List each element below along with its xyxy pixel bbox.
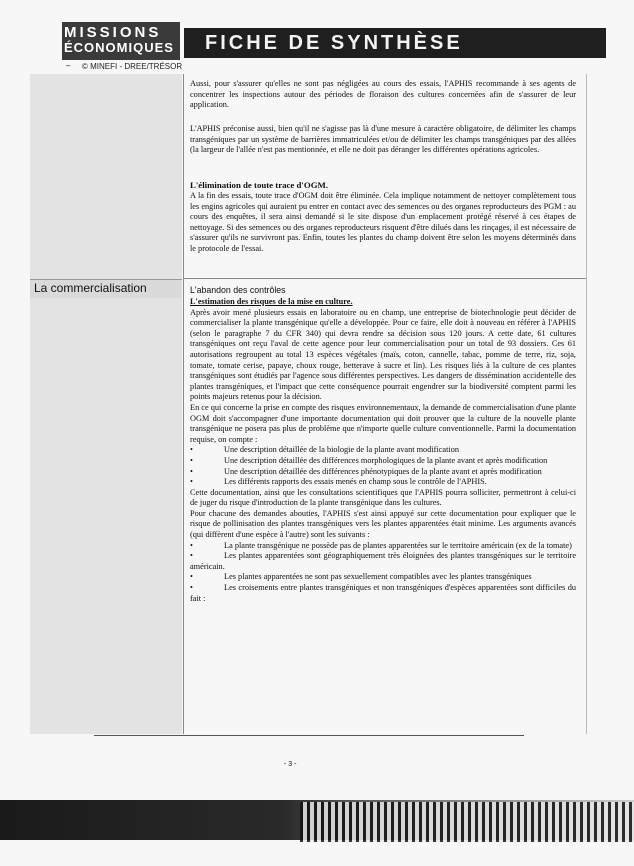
list-item: • La plante transgénique ne possède pas de plantes apparentées sur le territoire américain (ex de la tomate) [190, 540, 572, 550]
logo-line-missions: MISSIONS [64, 24, 162, 41]
section-divider [183, 278, 586, 279]
header-subtitle: © MINEFI - DREE/TRÉSOR [82, 62, 183, 71]
logo-line-economiques: ÉCONOMIQUES [64, 40, 174, 55]
paragraph: Après avoir mené plusieurs essais en laboratoire ou en champ, une entreprise de biotechnologie peut décider de commercialiser la plante transgénique qu'elle a développée. Pour ce faire, elle doit à nouveau en référer à l'APHIS (selon le paragraphe 7 du CFR 340) qui devra rendre sa décision sous 120 jours. A cette date, 61 cultures transgéniques ont reçu l'aval de cette agence pour leur commercialisation pour un total de 93 dossiers. Ces 61 autorisations regroupent au total 13 espèces végétales (maïs, coton, cannelle, tabac, pomme de terre, riz, soja, tomate, tomate cerise, papaye, choux rouge, betterave à sucre et lin). Les risques liés à la culture de ces plantes transgéniques sont étudiés par l'agence sous différentes perspectives. Les dangers de dissémination accidentelle des plantes transgéniques, et l'impact que cette conséquence pourrait engendrer sur la biodiversité comptent parmi les points majeurs retenus pour la décision. [190, 307, 576, 402]
list-item: • Les plantes apparentées sont géographiquement très éloignées des plantes transgéniques sur le territoire américain. [190, 551, 576, 571]
page-number: - 3 - [284, 761, 297, 768]
list-item: • Une description détaillée de la biologie de la plante avant modification [190, 445, 459, 455]
paragraph: Pour chacune des demandes abouties, l'APHIS s'est ainsi appuyé sur cette documentation pour expliquer que le risque de pollinisation des plantes transgéniques vers les plantes apparentées était minime. Les arguments avancés (qui diffèrent d'une espèce à l'autre) sont les suivants : [190, 508, 576, 540]
scan-barcode-strip [300, 802, 634, 842]
page-title: FICHE DE SYNTHÈSE [205, 32, 463, 54]
list-item: • Les plantes apparentées ne sont pas sexuellement compatibles avec les plantes transgéniques [190, 572, 532, 582]
commercialisation-body [190, 297, 576, 604]
paragraph: Aussi, pour s'assurer qu'elles ne sont pas négligées au cours des essais, l'APHIS recommande à ses agents de concentrer les inspections autour des périodes de floraison des cultures concernées afin de s'assurer de leur application. [190, 79, 576, 110]
sidebar-column [30, 74, 182, 734]
column-divider [183, 74, 184, 734]
subheading-estimation: L'estimation des risques de la mise en culture. [190, 297, 353, 306]
footer-rule [94, 735, 524, 736]
paragraph: A la fin des essais, toute trace d'OGM doit être éliminée. Cela implique notamment de nettoyer complètement tous les engins agricoles qui auraient pu entrer en contact avec des semences ou des organes reproducteurs des PGM : au cours des enquêtes, il sera ainsi demandé si le site dispose d'un emplacement protégé réservé à ces étapes de nettoyage. Si des semences ou des organes reproducteurs risquent d'être dilués dans les rinçages, il est nécessaire de s'assurer qu'ils ne survivront pas. Enfin, toutes les plantes du champ doivent être selon les moyens déterminés dans le protocole de l'essai. [190, 191, 576, 253]
right-border [586, 74, 587, 734]
list-item: • Une description détaillée des différences morphologiques de la plante avant et après modification [190, 455, 548, 465]
header-dash: – [66, 61, 71, 70]
list-item: • Les croisements entre plantes transgéniques et non transgéniques d'espèces apparentées sont difficiles du fait : [190, 583, 576, 603]
list-item: • Les différents rapports des essais menés en champ sous le contrôle de l'APHIS. [190, 477, 487, 487]
list-item: • Une description détaillée des différences phénotypiques de la plante avant et après modification [190, 466, 542, 476]
paragraph: En ce qui concerne la prise en compte des risques environnementaux, la demande de commercialisation d'une plante OGM doit s'accompagner d'une importante documentation qui doit prouver que la culture de la nouvelle plante transgénique ne posera pas plus de problème que n'importe quelle culture conventionnelle. Parmi la documentation requise, on compte : [190, 402, 577, 444]
section-label: La commercialisation [34, 281, 147, 295]
subheading-abandon: L'abandon des contrôles [190, 285, 286, 295]
paragraph: L'APHIS préconise aussi, bien qu'il ne s'agisse pas là d'une mesure à caractère obligatoire, de délimiter les champs transgéniques par un système de barrières immatriculées et/ou de délimiter les champs transgéniques par des allées (la largeur de l'allée n'est pas mentionnée, et elle ne doit pas déranger les différentes opérations agricoles. [190, 124, 576, 155]
subheading-elimination: L'élimination de toute trace d'OGM. [190, 180, 329, 190]
paragraph: Cette documentation, ainsi que les consultations scientifiques que l'APHIS pourra solliciter, permettront à celui-ci de juger du risque d'introduction de la plante transgénique dans les cultures. [190, 487, 576, 508]
